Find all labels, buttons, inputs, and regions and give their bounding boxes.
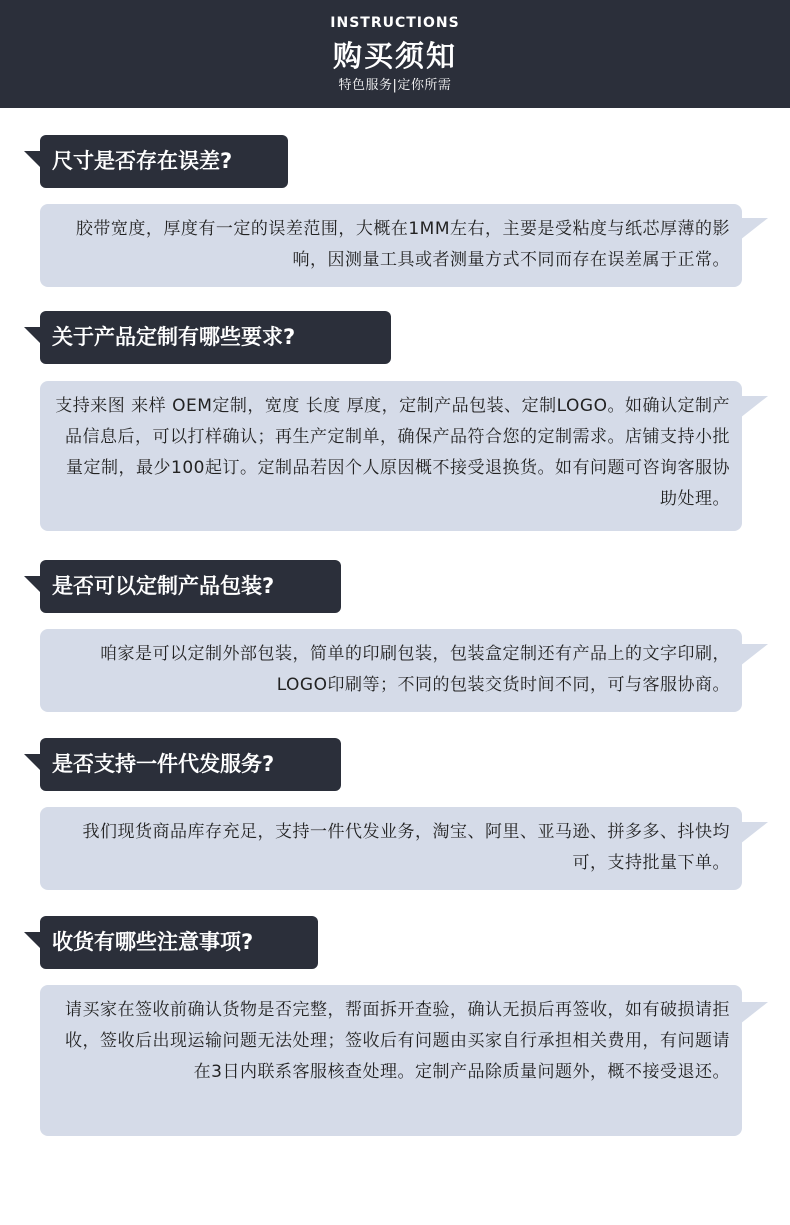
answer-bubble-tail: [740, 1002, 768, 1024]
faq-answer-5: 请买家在签收前确认货物是否完整，帮面拆开查验，确认无损后再签收，如有破损请拒收，签收后出现运输问题无法处理；签收后有问题由买家自行承担相关费用，有问题请在3日内联系客服核查处理。定制产品除质量问题外，概不接受退还。: [40, 985, 742, 1136]
answer-bubble-tail: [740, 644, 768, 666]
faq-question-2: 关于产品定制有哪些要求?: [40, 311, 391, 364]
faq-question-3: 是否可以定制产品包装?: [40, 560, 341, 613]
header-title: 购买须知: [332, 39, 457, 73]
answer-bubble-tail: [740, 822, 768, 844]
faq-question-5: 收货有哪些注意事项?: [40, 916, 318, 969]
answer-bubble-tail: [740, 396, 768, 418]
faq-answer-1: 胶带宽度，厚度有一定的误差范围，大概在1MM左右，主要是受粘度与纸芯厚薄的影响，因测量工具或者测量方式不同而存在误差属于正常。: [40, 204, 742, 287]
faq-answer-2: 支持来图 来样 OEM定制，宽度 长度 厚度，定制产品包装、定制LOGO。如确认定制产品信息后，可以打样确认；再生产定制单，确保产品符合您的定制需求。店铺支持小批量定制，最少100起订。定制品若因个人原因概不接受退换货。如有问题可咨询客服协助处理。: [40, 381, 742, 531]
header-subtitle: 特色服务|定你所需: [338, 78, 452, 93]
answer-bubble-tail: [740, 218, 768, 240]
faq-answer-3: 咱家是可以定制外部包装，简单的印刷包装，包装盒定制还有产品上的文字印刷，LOGO印刷等；不同的包装交货时间不同，可与客服协商。: [40, 629, 742, 712]
page-header: [0, 0, 790, 108]
header-title-en: INSTRUCTIONS: [330, 15, 460, 31]
faq-question-1: 尺寸是否存在误差?: [40, 135, 288, 188]
faq-answer-4: 我们现货商品库存充足，支持一件代发业务，淘宝、阿里、亚马逊、拼多多、抖快均可，支持批量下单。: [40, 807, 742, 890]
faq-question-4: 是否支持一件代发服务?: [40, 738, 341, 791]
